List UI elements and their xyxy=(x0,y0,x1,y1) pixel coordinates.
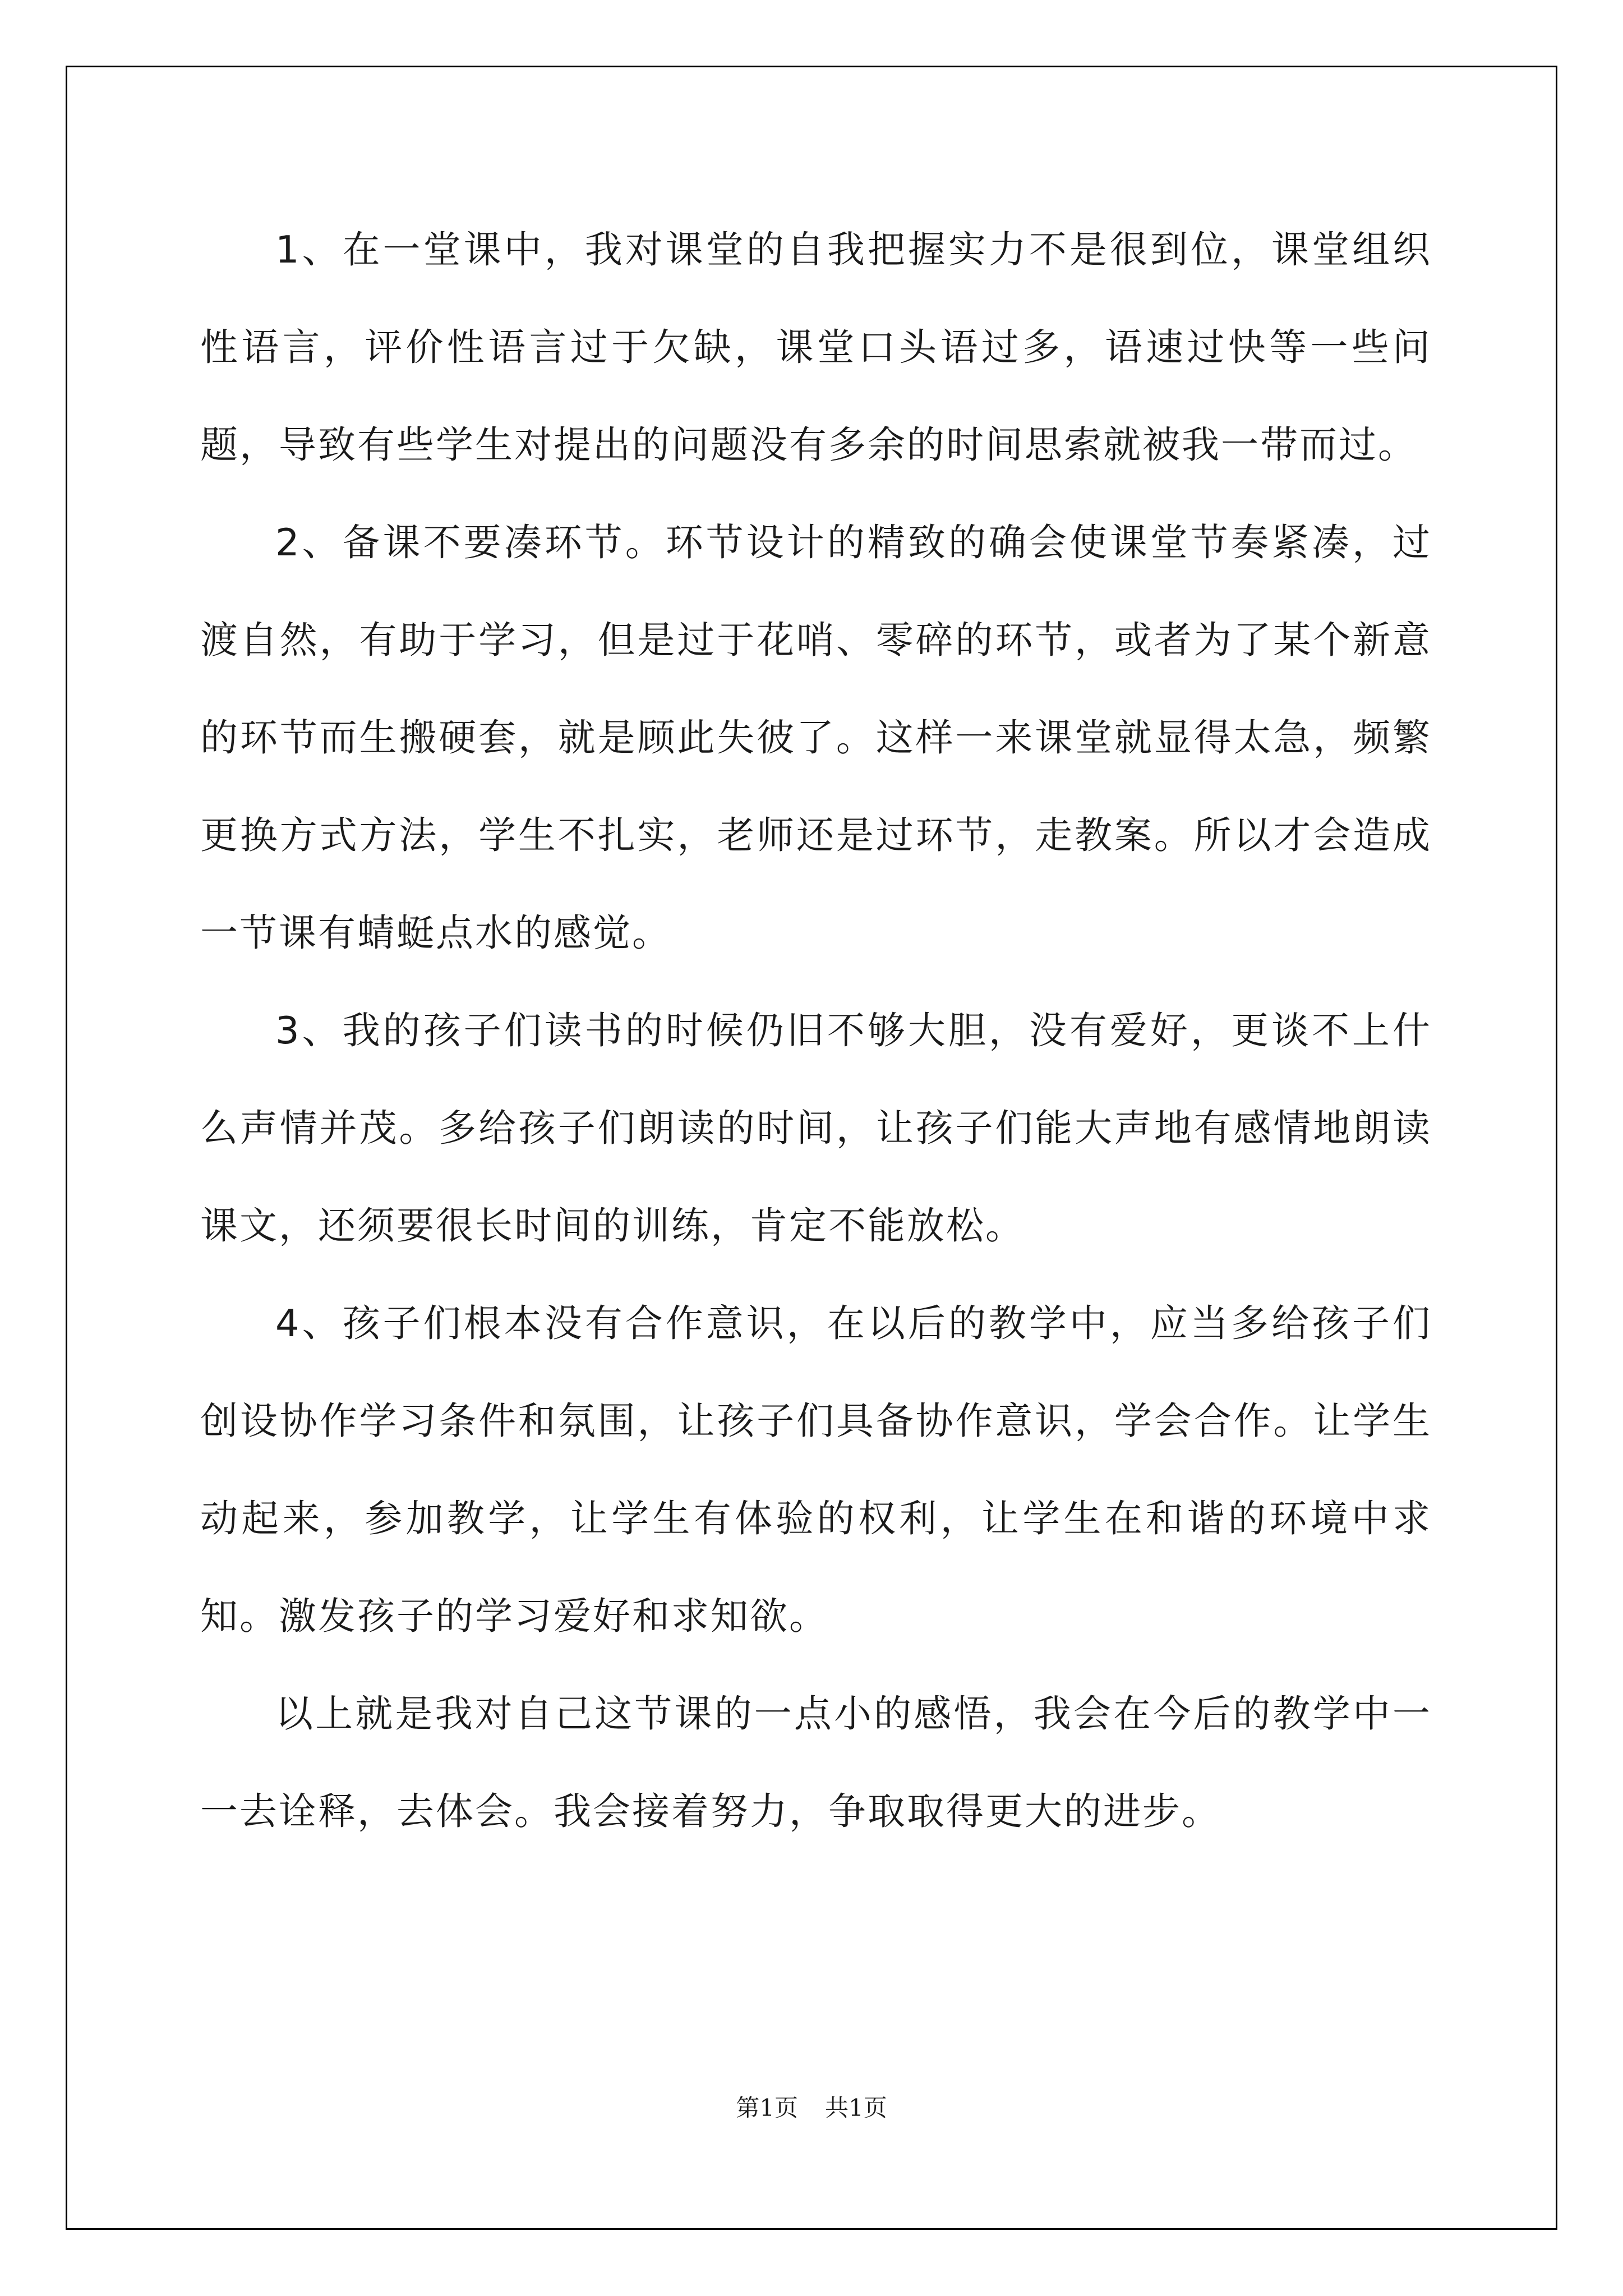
paragraph-4: 4、孩子们根本没有合作意识，在以后的教学中，应当多给孩子们创设协作学习条件和氛围，让孩子们具备协作意识，学会合作。让学生动起来，参加教学，让学生有体验的权利，让学生在和谐的环境中求知。激发孩子的学习爱好和求知欲。 xyxy=(200,1301,1432,1638)
page-number-total: 共1页 xyxy=(825,2094,887,2122)
paragraph-3: 3、我的孩子们读书的时候仍旧不够大胆，没有爱好，更谈不上什么声情并茂。多给孩子们朗读的时间，让孩子们能大声地有感情地朗读课文，还须要很长时间的训练，肯定不能放松。 xyxy=(200,1009,1432,1248)
page-footer xyxy=(0,2090,1623,2123)
paragraph-2: 2、备课不要凑环节。环节设计的精致的确会使课堂节奏紧凑，过渡自然，有助于学习，但是过于花哨、零碎的环节，或者为了某个新意的环节而生搬硬套，就是顾此失彼了。这样一来课堂就显得太急，频繁更换方式方法，学生不扎实，老师还是过环节，走教案。所以才会造成一节课有蜻蜓点水的感觉。 xyxy=(200,521,1432,955)
page-number-current: 第1页 xyxy=(736,2094,798,2122)
paragraph-1: 1、在一堂课中，我对课堂的自我把握实力不是很到位，课堂组织性语言，评价性语言过于欠缺，课堂口头语过多，语速过快等一些问题，导致有些学生对提出的问题没有多余的时间思索就被我一带而过。 xyxy=(200,228,1432,467)
document-body xyxy=(200,201,1432,1860)
paragraph-5: 以上就是我对自己这节课的一点小的感悟，我会在今后的教学中一一去诠释，去体会。我会接着努力，争取取得更大的进步。 xyxy=(200,1692,1432,1833)
